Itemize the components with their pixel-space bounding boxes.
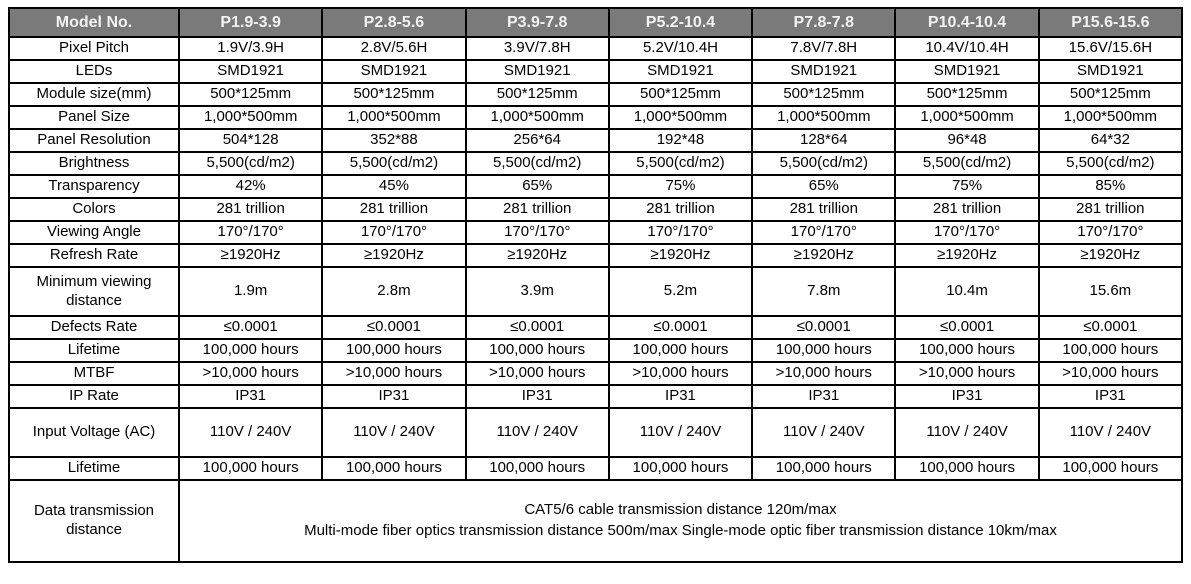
spec-cell: IP31 <box>895 385 1038 408</box>
spec-cell: IP31 <box>322 385 465 408</box>
spec-cell: ≤0.0001 <box>179 316 322 339</box>
spec-cell: 5,500(cd/m2) <box>322 152 465 175</box>
spec-row-label: Transparency <box>9 175 179 198</box>
spec-cell: 65% <box>466 175 609 198</box>
spec-row-label: Panel Resolution <box>9 129 179 152</box>
spec-cell: 96*48 <box>895 129 1038 152</box>
spec-cell: 110V / 240V <box>322 408 465 457</box>
spec-cell: SMD1921 <box>752 60 895 83</box>
spec-cell: ≥1920Hz <box>466 244 609 267</box>
spec-cell: ≥1920Hz <box>609 244 752 267</box>
spec-row-label: Pixel Pitch <box>9 37 179 60</box>
spec-cell: 100,000 hours <box>322 339 465 362</box>
spec-cell: 3.9m <box>466 267 609 316</box>
data-transmission-cell <box>179 480 1182 562</box>
spec-cell: 45% <box>322 175 465 198</box>
spec-cell: IP31 <box>179 385 322 408</box>
spec-cell: 100,000 hours <box>179 339 322 362</box>
spec-cell: 256*64 <box>466 129 609 152</box>
spec-row-label: Colors <box>9 198 179 221</box>
spec-cell: ≥1920Hz <box>322 244 465 267</box>
model-header-cell: P7.8-7.8 <box>752 8 895 37</box>
model-header-cell: P3.9-7.8 <box>466 8 609 37</box>
spec-cell: ≤0.0001 <box>752 316 895 339</box>
spec-cell: 64*32 <box>1039 129 1182 152</box>
spec-cell: 5.2m <box>609 267 752 316</box>
spec-cell: ≥1920Hz <box>895 244 1038 267</box>
spec-cell: 110V / 240V <box>1039 408 1182 457</box>
spec-cell: 7.8m <box>752 267 895 316</box>
spec-cell: SMD1921 <box>322 60 465 83</box>
table-row-lifetime-2 <box>9 457 1182 480</box>
spec-cell: 110V / 240V <box>466 408 609 457</box>
spec-row-label: Refresh Rate <box>9 244 179 267</box>
spec-cell: 110V / 240V <box>179 408 322 457</box>
spec-cell: 5,500(cd/m2) <box>609 152 752 175</box>
table-row-panel-size <box>9 106 1182 129</box>
spec-row-label: Defects Rate <box>9 316 179 339</box>
spec-cell: 5,500(cd/m2) <box>895 152 1038 175</box>
spec-cell: 110V / 240V <box>895 408 1038 457</box>
spec-cell: 3.9V/7.8H <box>466 37 609 60</box>
spec-cell: 500*125mm <box>895 83 1038 106</box>
table-row-colors <box>9 198 1182 221</box>
table-row-panel-resolution <box>9 129 1182 152</box>
spec-cell: ≤0.0001 <box>1039 316 1182 339</box>
spec-cell: 500*125mm <box>322 83 465 106</box>
spec-cell: 2.8m <box>322 267 465 316</box>
spec-cell: 170°/170° <box>609 221 752 244</box>
spec-cell: SMD1921 <box>1039 60 1182 83</box>
spec-cell: 100,000 hours <box>1039 457 1182 480</box>
spec-cell: 75% <box>609 175 752 198</box>
spec-row-label: Module size(mm) <box>9 83 179 106</box>
spec-cell: 281 trillion <box>609 198 752 221</box>
spec-row-label: Lifetime <box>9 339 179 362</box>
spec-cell: 1,000*500mm <box>609 106 752 129</box>
spec-cell: 100,000 hours <box>466 339 609 362</box>
table-row-viewing-angle <box>9 221 1182 244</box>
spec-row-label: Lifetime <box>9 457 179 480</box>
spec-cell: 1,000*500mm <box>179 106 322 129</box>
table-row-module-size <box>9 83 1182 106</box>
spec-cell: 65% <box>752 175 895 198</box>
spec-cell: 5.2V/10.4H <box>609 37 752 60</box>
spec-cell: ≤0.0001 <box>466 316 609 339</box>
spec-cell: 281 trillion <box>752 198 895 221</box>
spec-cell: IP31 <box>609 385 752 408</box>
spec-cell: 281 trillion <box>466 198 609 221</box>
spec-row-label: IP Rate <box>9 385 179 408</box>
spec-cell: 15.6m <box>1039 267 1182 316</box>
spec-cell: 5,500(cd/m2) <box>466 152 609 175</box>
spec-row-label: Data transmission distance <box>9 480 179 562</box>
table-row-lifetime <box>9 339 1182 362</box>
spec-row-label: Brightness <box>9 152 179 175</box>
spec-cell: 100,000 hours <box>895 457 1038 480</box>
table-row-transparency <box>9 175 1182 198</box>
table-header-row <box>9 8 1182 37</box>
spec-cell: 100,000 hours <box>466 457 609 480</box>
spec-cell: SMD1921 <box>466 60 609 83</box>
table-row-defects-rate <box>9 316 1182 339</box>
spec-cell: 170°/170° <box>752 221 895 244</box>
spec-cell: ≥1920Hz <box>1039 244 1182 267</box>
spec-cell: IP31 <box>752 385 895 408</box>
spec-cell: >10,000 hours <box>322 362 465 385</box>
table-row-input-voltage <box>9 408 1182 457</box>
spec-row-label: Panel Size <box>9 106 179 129</box>
data-transmission-line2: Multi-mode fiber optics transmission distance 500m/max Single-mode optic fiber transmission distance 10km/max <box>304 522 1057 539</box>
spec-cell: 281 trillion <box>895 198 1038 221</box>
spec-cell: 100,000 hours <box>609 339 752 362</box>
spec-cell: 15.6V/15.6H <box>1039 37 1182 60</box>
spec-cell: 500*125mm <box>609 83 752 106</box>
spec-cell: 281 trillion <box>179 198 322 221</box>
model-header-cell: P1.9-3.9 <box>179 8 322 37</box>
table-row-data-transmission <box>9 480 1182 562</box>
spec-cell: 281 trillion <box>1039 198 1182 221</box>
spec-cell: ≤0.0001 <box>895 316 1038 339</box>
spec-cell: 75% <box>895 175 1038 198</box>
spec-row-label: Minimum viewing distance <box>9 267 179 316</box>
spec-cell: 100,000 hours <box>1039 339 1182 362</box>
spec-row-label: Input Voltage (AC) <box>9 408 179 457</box>
spec-cell: 1.9m <box>179 267 322 316</box>
table-row-leds <box>9 60 1182 83</box>
table-row-refresh-rate <box>9 244 1182 267</box>
spec-cell: 1,000*500mm <box>466 106 609 129</box>
spec-cell: >10,000 hours <box>1039 362 1182 385</box>
spec-cell: 110V / 240V <box>609 408 752 457</box>
spec-cell: SMD1921 <box>609 60 752 83</box>
spec-cell: 281 trillion <box>322 198 465 221</box>
spec-cell: 2.8V/5.6H <box>322 37 465 60</box>
spec-cell: IP31 <box>1039 385 1182 408</box>
spec-row-label: Viewing Angle <box>9 221 179 244</box>
spec-cell: 42% <box>179 175 322 198</box>
spec-cell: 85% <box>1039 175 1182 198</box>
spec-cell: 10.4m <box>895 267 1038 316</box>
table-row-pixel-pitch <box>9 37 1182 60</box>
table-row-brightness <box>9 152 1182 175</box>
spec-cell: ≥1920Hz <box>752 244 895 267</box>
table-row-minimum-viewing-distance <box>9 267 1182 316</box>
spec-cell: 7.8V/7.8H <box>752 37 895 60</box>
spec-row-label: MTBF <box>9 362 179 385</box>
spec-cell: >10,000 hours <box>466 362 609 385</box>
spec-cell: 170°/170° <box>1039 221 1182 244</box>
spec-cell: ≤0.0001 <box>609 316 752 339</box>
spec-cell: 500*125mm <box>179 83 322 106</box>
spec-cell: >10,000 hours <box>609 362 752 385</box>
spec-cell: 1,000*500mm <box>1039 106 1182 129</box>
data-transmission-line1: CAT5/6 cable transmission distance 120m/max <box>524 501 837 519</box>
spec-cell: 504*128 <box>179 129 322 152</box>
spec-cell: 170°/170° <box>322 221 465 244</box>
spec-cell: 352*88 <box>322 129 465 152</box>
spec-cell: 1,000*500mm <box>322 106 465 129</box>
spec-cell: 500*125mm <box>752 83 895 106</box>
spec-cell: ≥1920Hz <box>179 244 322 267</box>
spec-cell: >10,000 hours <box>752 362 895 385</box>
spec-cell: 100,000 hours <box>322 457 465 480</box>
spec-cell: 5,500(cd/m2) <box>179 152 322 175</box>
spec-cell: >10,000 hours <box>179 362 322 385</box>
spec-cell: 100,000 hours <box>609 457 752 480</box>
spec-cell: 10.4V/10.4H <box>895 37 1038 60</box>
spec-cell: 1,000*500mm <box>895 106 1038 129</box>
spec-cell: 100,000 hours <box>752 339 895 362</box>
spec-cell: >10,000 hours <box>895 362 1038 385</box>
model-header-cell: P5.2-10.4 <box>609 8 752 37</box>
model-header-cell: P15.6-15.6 <box>1039 8 1182 37</box>
spec-cell: IP31 <box>466 385 609 408</box>
model-header-cell: P2.8-5.6 <box>322 8 465 37</box>
spec-cell: 170°/170° <box>179 221 322 244</box>
table-row-ip-rate <box>9 385 1182 408</box>
spec-cell: 110V / 240V <box>752 408 895 457</box>
spec-cell: SMD1921 <box>179 60 322 83</box>
spec-cell: 100,000 hours <box>752 457 895 480</box>
spec-cell: 1.9V/3.9H <box>179 37 322 60</box>
spec-cell: 192*48 <box>609 129 752 152</box>
spec-cell: 500*125mm <box>466 83 609 106</box>
spec-table <box>8 7 1183 563</box>
spec-cell: 170°/170° <box>466 221 609 244</box>
spec-cell: 500*125mm <box>1039 83 1182 106</box>
spec-cell: 5,500(cd/m2) <box>1039 152 1182 175</box>
spec-cell: 5,500(cd/m2) <box>752 152 895 175</box>
model-no-header: Model No. <box>9 8 179 37</box>
spec-cell: 100,000 hours <box>895 339 1038 362</box>
spec-cell: SMD1921 <box>895 60 1038 83</box>
table-row-mtbf <box>9 362 1182 385</box>
spec-cell: 1,000*500mm <box>752 106 895 129</box>
spec-cell: 170°/170° <box>895 221 1038 244</box>
model-header-cell: P10.4-10.4 <box>895 8 1038 37</box>
spec-cell: ≤0.0001 <box>322 316 465 339</box>
spec-cell: 100,000 hours <box>179 457 322 480</box>
spec-row-label: LEDs <box>9 60 179 83</box>
spec-cell: 128*64 <box>752 129 895 152</box>
